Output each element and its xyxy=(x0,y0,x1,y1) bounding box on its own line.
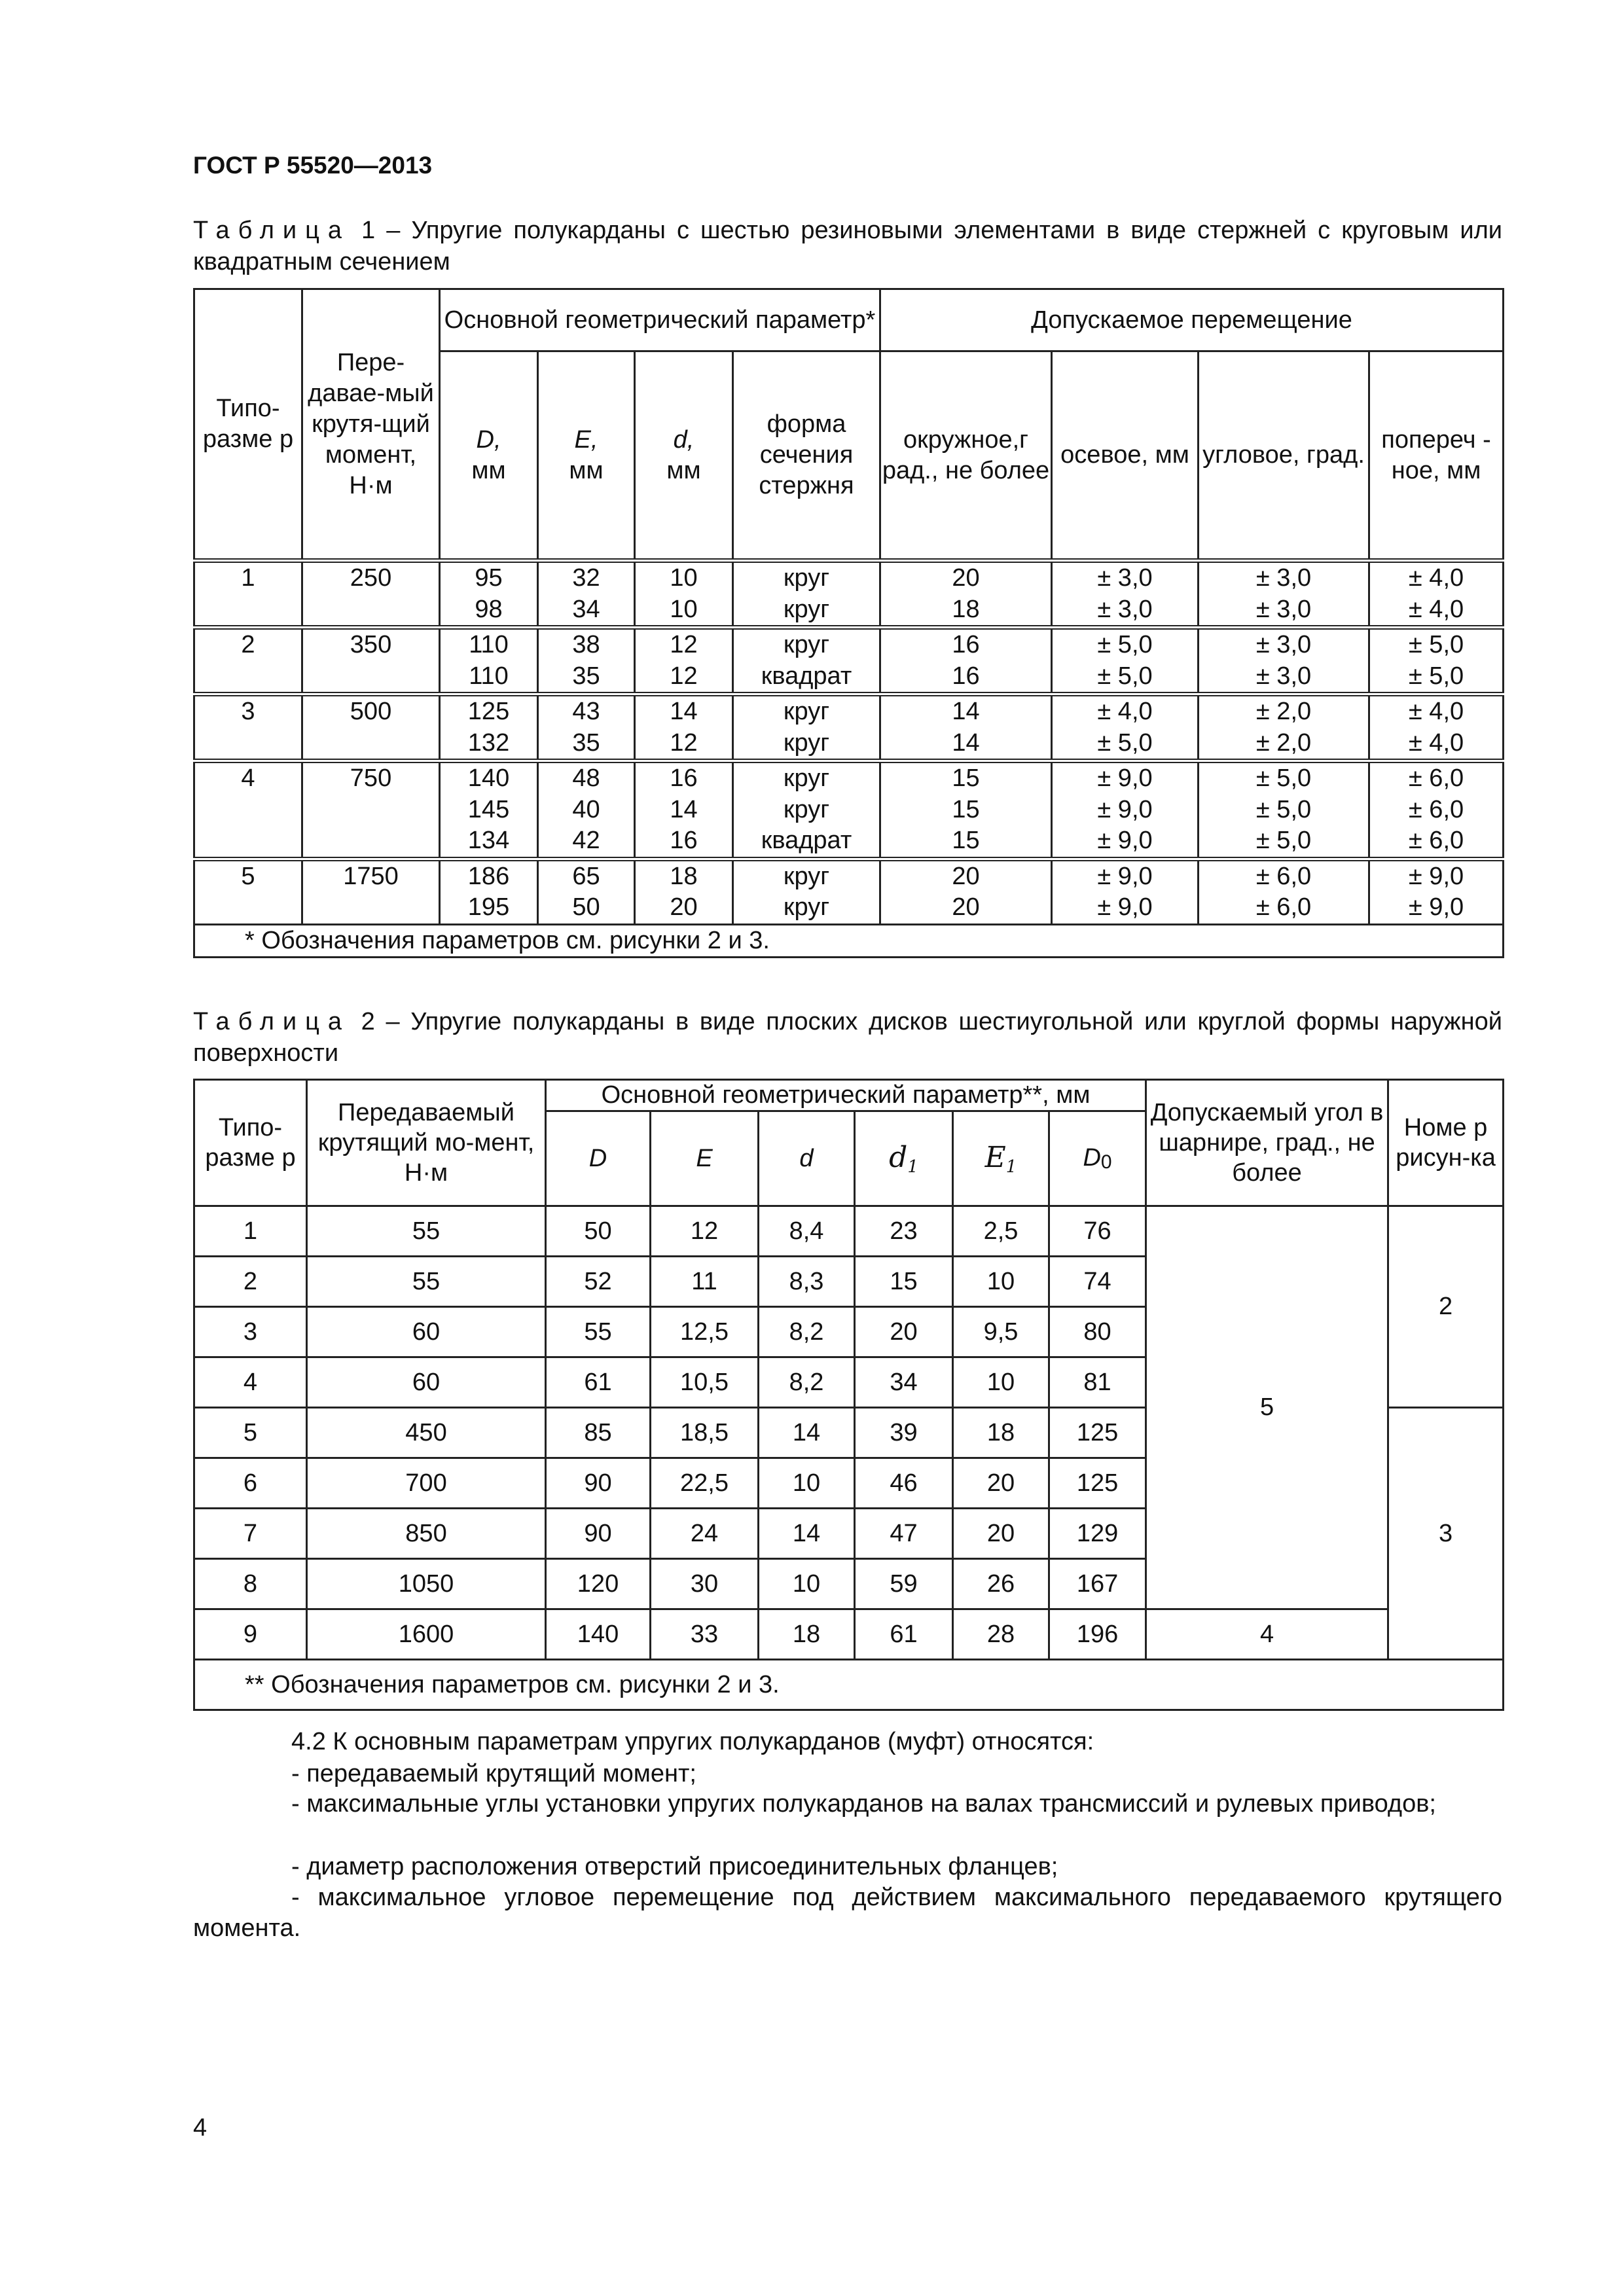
t2-cell: 20 xyxy=(953,1458,1049,1509)
t2-cell: 8,4 xyxy=(759,1206,855,1257)
t1-cell-D: 125 132 xyxy=(440,694,538,761)
t2-cell: 55 xyxy=(546,1307,651,1357)
t1-cell-D: 140 145 134 xyxy=(440,761,538,859)
t2-cell: 61 xyxy=(855,1609,953,1660)
t1-cell-D: 186 195 xyxy=(440,859,538,924)
t1-cell-ang: ± 3,0 ± 3,0 xyxy=(1199,628,1369,694)
t2-cell: 8 xyxy=(194,1559,307,1609)
table2-body xyxy=(194,1206,1504,1660)
t1-cell-trans: ± 9,0 ± 9,0 xyxy=(1369,859,1504,924)
t1-h-angular: угловое, град. xyxy=(1199,351,1369,561)
t1-cell-n: 5 xyxy=(194,859,302,924)
t2-angle-value: 5 xyxy=(1146,1206,1388,1609)
t2-cell: 14 xyxy=(759,1509,855,1559)
t1-cell-axial: ± 5,0 ± 5,0 xyxy=(1052,628,1199,694)
t2-cell: 18 xyxy=(953,1408,1049,1458)
t2-cell: 125 xyxy=(1049,1408,1146,1458)
t2-cell: 12,5 xyxy=(651,1307,759,1357)
t2-cell: 2 xyxy=(194,1257,307,1307)
t1-cell-n: 2 xyxy=(194,628,302,694)
t2-cell: 14 xyxy=(759,1408,855,1458)
t2-cell: 5 xyxy=(194,1408,307,1458)
t2-h-E1: $E_1$ xyxy=(953,1111,1049,1206)
t1-cell-axial: ± 9,0 ± 9,0 ± 9,0 xyxy=(1052,761,1199,859)
section-item-2: - максимальные углы установки упругих полукарданов на валах трансмиссий и рулевых приводов; xyxy=(291,1790,1436,1818)
t1-h-transverse: попереч - ное, мм xyxy=(1369,351,1504,561)
t2-cell: 39 xyxy=(855,1408,953,1458)
t1-h-torque: Пере-давае-мый крутя-щий момент, Н·м xyxy=(302,289,440,561)
t2-cell: 120 xyxy=(546,1559,651,1609)
t2-cell: 22,5 xyxy=(651,1458,759,1509)
t2-cell: 18 xyxy=(759,1609,855,1660)
t2-cell: 10 xyxy=(953,1257,1049,1307)
t2-cell: 90 xyxy=(546,1509,651,1559)
t1-cell-D: 95 98 xyxy=(440,561,538,628)
t2-cell: 76 xyxy=(1049,1206,1146,1257)
table2-caption xyxy=(193,1006,1502,1069)
t2-row xyxy=(194,1206,1504,1257)
t2-cell: 450 xyxy=(307,1408,546,1458)
t1-h-E: E, мм xyxy=(538,351,635,561)
t1-cell-ang: ± 3,0 ± 3,0 xyxy=(1199,561,1369,628)
t2-cell: 80 xyxy=(1049,1307,1146,1357)
t2-cell: 34 xyxy=(855,1357,953,1408)
t2-cell: 28 xyxy=(953,1609,1049,1660)
t1-h-circ: окружное,г рад., не более xyxy=(880,351,1052,561)
t2-h-fig: Номе р рисун-ка xyxy=(1388,1080,1504,1206)
t2-cell: 47 xyxy=(855,1509,953,1559)
t2-cell: 8,3 xyxy=(759,1257,855,1307)
t2-cell: 50 xyxy=(546,1206,651,1257)
document-header: ГОСТ Р 55520—2013 xyxy=(193,152,433,179)
t2-cell: 60 xyxy=(307,1307,546,1357)
t2-cell: 700 xyxy=(307,1458,546,1509)
section-intro: 4.2 К основным параметрам упругих полукарданов (муфт) относятся: xyxy=(291,1728,1094,1755)
t2-cell: 8,2 xyxy=(759,1307,855,1357)
t2-cell: 9,5 xyxy=(953,1307,1049,1357)
t1-cell-trans: ± 5,0 ± 5,0 xyxy=(1369,628,1504,694)
t1-cell-d: 16 14 16 xyxy=(635,761,733,859)
t2-cell: 10 xyxy=(759,1559,855,1609)
t1-cell-trans: ± 4,0 ± 4,0 xyxy=(1369,694,1504,761)
t1-cell-trans: ± 6,0 ± 6,0 ± 6,0 xyxy=(1369,761,1504,859)
t2-cell: 10,5 xyxy=(651,1357,759,1408)
t2-row xyxy=(194,1609,1504,1660)
t2-cell: 20 xyxy=(953,1509,1049,1559)
t1-cell-ang: ± 5,0 ± 5,0 ± 5,0 xyxy=(1199,761,1369,859)
t1-cell-torque: 350 xyxy=(302,628,440,694)
t2-cell: 9 xyxy=(194,1609,307,1660)
t2-cell: 90 xyxy=(546,1458,651,1509)
t1-cell-d: 14 12 xyxy=(635,694,733,761)
t1-cell-ang: ± 2,0 ± 2,0 xyxy=(1199,694,1369,761)
t1-cell-trans: ± 4,0 ± 4,0 xyxy=(1369,561,1504,628)
table1-caption-text: 1 – Упругие полукарданы с шестью резиновыми элементами в виде стержней с круговым или квадратным сечением xyxy=(193,217,1502,276)
t2-cell: 61 xyxy=(546,1357,651,1408)
t1-cell-shape: круг круг квадрат xyxy=(733,761,880,859)
t2-h-geom: Основной геометрический параметр**, мм xyxy=(546,1080,1146,1111)
t1-h-axial: осевое, мм xyxy=(1052,351,1199,561)
t1-cell-ang: ± 6,0 ± 6,0 xyxy=(1199,859,1369,924)
table1-caption-label: Таблица xyxy=(193,217,350,244)
t1-cell-shape: круг круг xyxy=(733,561,880,628)
t1-cell-torque: 250 xyxy=(302,561,440,628)
t1-cell-n: 3 xyxy=(194,694,302,761)
t2-cell: 7 xyxy=(194,1509,307,1559)
t2-cell: 55 xyxy=(307,1206,546,1257)
table2-caption-label: Таблица xyxy=(193,1008,350,1035)
t1-cell-E: 32 34 xyxy=(538,561,635,628)
t2-cell: 59 xyxy=(855,1559,953,1609)
t2-cell: 12 xyxy=(651,1206,759,1257)
t1-cell-E: 38 35 xyxy=(538,628,635,694)
t2-cell: 15 xyxy=(855,1257,953,1307)
t2-cell: 1050 xyxy=(307,1559,546,1609)
section-item-1: - передаваемый крутящий момент; xyxy=(291,1760,696,1787)
t2-h-typesize: Типо-разме р xyxy=(194,1080,307,1206)
t2-cell: 52 xyxy=(546,1257,651,1307)
t2-cell: 11 xyxy=(651,1257,759,1307)
t2-cell: 26 xyxy=(953,1559,1049,1609)
t2-cell: 1600 xyxy=(307,1609,546,1660)
t1-row-group xyxy=(194,694,1504,761)
t1-note: * Обозначения параметров см. рисунки 2 и 3. xyxy=(194,924,1504,957)
t2-cell: 167 xyxy=(1049,1559,1146,1609)
t1-cell-axial: ± 4,0 ± 5,0 xyxy=(1052,694,1199,761)
t2-cell: 4 xyxy=(194,1357,307,1408)
t2-h-E: E xyxy=(651,1111,759,1206)
t2-cell: 24 xyxy=(651,1509,759,1559)
t1-cell-axial: ± 3,0 ± 3,0 xyxy=(1052,561,1199,628)
table1-body xyxy=(194,561,1504,925)
t1-cell-n: 4 xyxy=(194,761,302,859)
t2-angle-value: 4 xyxy=(1146,1609,1388,1660)
t1-cell-shape: круг круг xyxy=(733,694,880,761)
t2-cell: 125 xyxy=(1049,1458,1146,1509)
page-number: 4 xyxy=(193,2114,208,2142)
t2-h-d: d xyxy=(759,1111,855,1206)
t1-cell-circ: 16 16 xyxy=(880,628,1052,694)
t2-cell: 129 xyxy=(1049,1509,1146,1559)
t2-h-D0: D0 xyxy=(1049,1111,1146,1206)
t1-h-typesize: Типо-разме р xyxy=(194,289,302,561)
t1-h-geom: Основной геометрический параметр* xyxy=(440,289,880,351)
t2-cell: 140 xyxy=(546,1609,651,1660)
t1-row-group xyxy=(194,561,1504,628)
t2-cell: 85 xyxy=(546,1408,651,1458)
t1-cell-torque: 1750 xyxy=(302,859,440,924)
t2-cell: 20 xyxy=(855,1307,953,1357)
table1-caption xyxy=(193,215,1502,278)
t2-cell: 33 xyxy=(651,1609,759,1660)
t2-cell: 8,2 xyxy=(759,1357,855,1408)
t1-cell-E: 43 35 xyxy=(538,694,635,761)
t1-h-disp: Допускаемое перемещение xyxy=(880,289,1504,351)
t2-cell: 23 xyxy=(855,1206,953,1257)
table2-caption-text: 2 – Упругие полукарданы в виде плоских дисков шестиугольной или круглой формы наружной поверхности xyxy=(193,1008,1502,1067)
table1 xyxy=(193,288,1504,958)
t2-h-d1: $d_1$ xyxy=(855,1111,953,1206)
t2-cell: 850 xyxy=(307,1509,546,1559)
t1-h-d: d, мм xyxy=(635,351,733,561)
t2-cell: 3 xyxy=(194,1307,307,1357)
t1-cell-d: 12 12 xyxy=(635,628,733,694)
t1-row-group xyxy=(194,859,1504,924)
t2-cell: 81 xyxy=(1049,1357,1146,1408)
t2-fig-value: 3 xyxy=(1388,1408,1504,1660)
t1-cell-shape: круг квадрат xyxy=(733,628,880,694)
t2-cell: 10 xyxy=(953,1357,1049,1408)
t2-fig-value: 2 xyxy=(1388,1206,1504,1408)
t2-h-angle: Допускаемый угол в шарнире, град., не более xyxy=(1146,1080,1388,1206)
t1-cell-torque: 750 xyxy=(302,761,440,859)
t1-cell-axial: ± 9,0 ± 9,0 xyxy=(1052,859,1199,924)
section-item-3: - диаметр расположения отверстий присоединительных фланцев; xyxy=(291,1853,1058,1880)
t2-cell: 46 xyxy=(855,1458,953,1509)
t1-cell-E: 48 40 42 xyxy=(538,761,635,859)
table2 xyxy=(193,1079,1504,1711)
t1-cell-circ: 15 15 15 xyxy=(880,761,1052,859)
t1-cell-circ: 20 20 xyxy=(880,859,1052,924)
t1-cell-E: 65 50 xyxy=(538,859,635,924)
t2-cell: 6 xyxy=(194,1458,307,1509)
t1-cell-D: 110 110 xyxy=(440,628,538,694)
t1-row-group xyxy=(194,628,1504,694)
t1-cell-circ: 14 14 xyxy=(880,694,1052,761)
t2-cell: 2,5 xyxy=(953,1206,1049,1257)
t1-row-group xyxy=(194,761,1504,859)
t2-cell: 18,5 xyxy=(651,1408,759,1458)
t1-cell-d: 10 10 xyxy=(635,561,733,628)
t2-cell: 55 xyxy=(307,1257,546,1307)
t2-h-D: D xyxy=(546,1111,651,1206)
t1-cell-circ: 20 18 xyxy=(880,561,1052,628)
t1-cell-d: 18 20 xyxy=(635,859,733,924)
t2-cell: 74 xyxy=(1049,1257,1146,1307)
t1-h-D: D, мм xyxy=(440,351,538,561)
t1-cell-shape: круг круг xyxy=(733,859,880,924)
t1-h-shape: форма сечения стержня xyxy=(733,351,880,561)
t2-cell: 196 xyxy=(1049,1609,1146,1660)
t1-cell-torque: 500 xyxy=(302,694,440,761)
t2-cell: 30 xyxy=(651,1559,759,1609)
t2-h-torque: Передаваемый крутящий мо-мент, Н·м xyxy=(307,1080,546,1206)
section-item-4: - максимальное угловое перемещение под действием максимального передаваемого крутящего момента. xyxy=(193,1884,1502,1942)
t2-note: ** Обозначения параметров см. рисунки 2 и 3. xyxy=(194,1660,1504,1710)
t2-cell: 1 xyxy=(194,1206,307,1257)
t2-cell: 10 xyxy=(759,1458,855,1509)
t1-cell-n: 1 xyxy=(194,561,302,628)
t2-cell: 60 xyxy=(307,1357,546,1408)
